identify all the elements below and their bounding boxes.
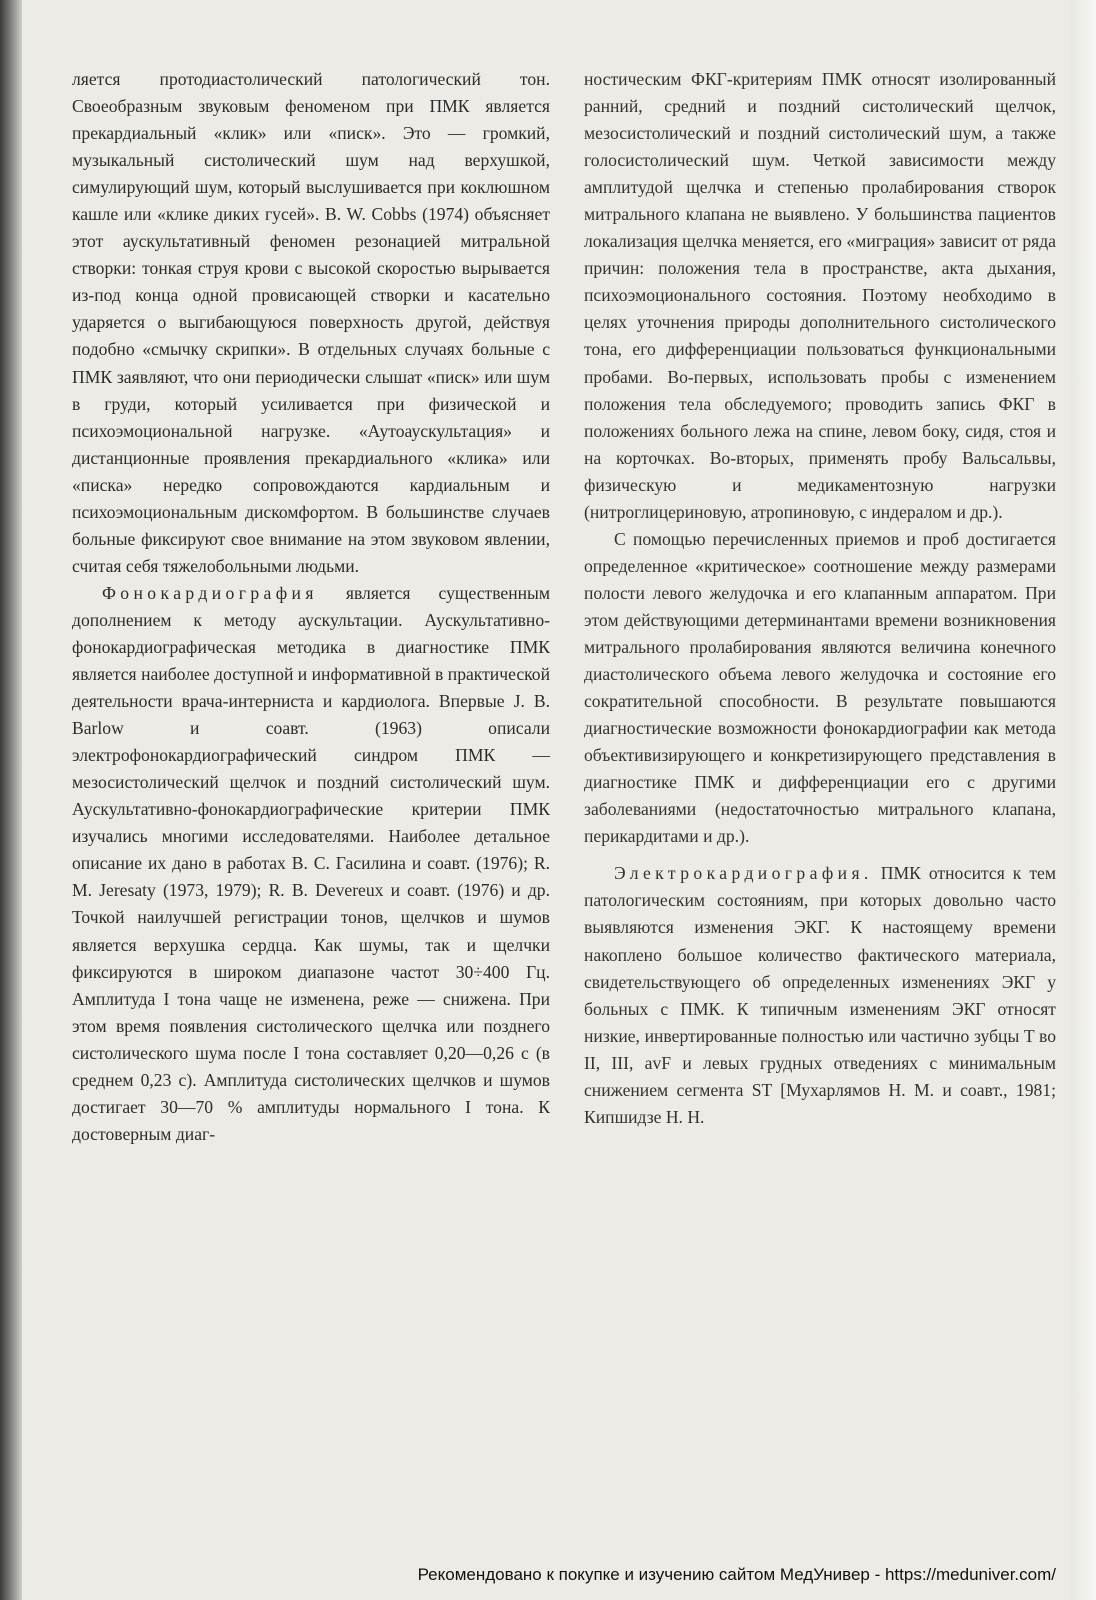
- right-paragraph-1: ностическим ФКГ-критериям ПМК относят изолированный ранний, средний и поздний систолический щелчок, мезосистолический и поздний систолический шум, а также голосистолический шум. Четкой зависимости между амплитудой щелчка и степенью пролабирования створок митрального клапана не выявлено. У большинства пациентов локализация щелчка меняется, его «миграция» зависит от ряда причин: положения тела в пространстве, акта дыхания, психоэмоционального состояния. Поэтому необходимо в целях уточнения природы дополнительного систолического тона, его дифференциации пользоваться функциональными пробами. Во-первых, использовать пробы с изменением положения тела обследуемого; проводить запись ФКГ в положениях больного лежа на спине, левом боку, сидя, стоя и на корточках. Во-вторых, применять пробу Вальсальвы, физическую и медикаментозную нагрузки (нитроглицериновую, атропиновую, с индералом и др.).: [584, 69, 1056, 522]
- right-paragraph-3: [584, 860, 1056, 1130]
- footer-recommendation: Рекомендовано к покупке и изучению сайтом МедУнивер - https://meduniver.com/: [417, 1565, 1056, 1584]
- left-paragraph-1: ляется протодиастолический патологический тон. Своеобразным звуковым феноменом при ПМК является прекардиальный «клик» или «писк». Это — громкий, музыкальный систолический шум над верхушкой, симулирующий шум, который выслушивается при коклюшном кашле или «клике диких гусей». B. W. Cobbs (1974) объясняет этот аускультативный феномен резонацией митральной створки: тонкая струя крови с высокой скоростью вырывается из-под конца одной провисающей створки и касательно ударяется о выгибающуюся поверхность другой, действуя подобно «смычку скрипки». В отдельных случаях больные с ПМК заявляют, что они периодически слышат «писк» или шум в груди, который усиливается при физической и психоэмоциональной нагрузке. «Аутоаускультация» и дистанционные проявления прекардиального «клика» или «писка» нередко сопровождаются кардиальным и психоэмоциональным дискомфортом. В большинстве случаев больные фиксируют свое внимание на этом звуковом явлении, считая себя тяжелобольными людьми.: [72, 69, 550, 576]
- left-column: [72, 66, 550, 1148]
- left-paragraph-2: [72, 580, 550, 1148]
- right-paragraph-3-text: ПМК относится к тем патологическим состояниям, при которых довольно часто выявляются изменения ЭКГ. К настоящему времени накоплено большое количество фактического материала, свидетельствующего об определенных изменениях ЭКГ у больных с ПМК. К типичным изменениям ЭКГ относят низкие, инвертированные полностью или частично зубцы T во II, III, avF и левых грудных отведениях с минимальным снижением сегмента ST [Мухарлямов Н. М. и соавт., 1981; Кипшидзе Н. Н.: [584, 863, 1056, 1127]
- section-term-phonocardiography: Фонокардиография: [102, 582, 318, 603]
- page-edge: [1070, 0, 1096, 1600]
- book-spine-shadow: [0, 0, 22, 1600]
- section-term-electrocardiography: Электрокардиография.: [614, 863, 873, 884]
- right-column: [584, 66, 1056, 1131]
- left-paragraph-2-text: является существенным дополнением к методу аускультации. Аускультативно-фонокардиографическая методика в диагностике ПМК является наиболее доступной и информативной в практической деятельности врача-интерниста и кардиолога. Впервые J. B. Barlow и соавт. (1963) описали электрофонокардиографический синдром ПМК — мезосистолический щелчок и поздний систолический шум. Аускультативно-фонокардиографические критерии ПМК изучались многими исследователями. Наиболее детальное описание их дано в работах В. С. Гасилина и соавт. (1976); R. M. Jeresaty (1973, 1979); R. B. Devereux и соавт. (1976) и др. Точкой наилучшей регистрации тонов, щелчков и шумов является верхушка сердца. Как шумы, так и щелчки фиксируются в широком диапазоне частот 30÷400 Гц. Амплитуда I тона чаще не изменена, реже — снижена. При этом время появления систолического щелчка или позднего систолического шума после I тона составляет 0,20—0,26 с (в среднем 0,23 с). Амплитуда систолических щелчков и шумов достигает 30—70 % амплитуды нормального I тона. К достоверным диаг-: [72, 582, 550, 1144]
- right-paragraph-2: С помощью перечисленных приемов и проб достигается определенное «критическое» соотношение между размерами полости левого желудочка и его клапанным аппаратом. При этом действующими детерминантами времени возникновения митрального пролабирования являются величина конечного диастолического объема левого желудочка и состояние его сократительной способности. В результате повышаются диагностические возможности фонокардиографии как метода объективизирующего и конкретизирующего представления в диагностике ПМК и дифференциации его с другими заболеваниями (недостаточностью митрального клапана, перикардитами и др.).: [584, 528, 1056, 847]
